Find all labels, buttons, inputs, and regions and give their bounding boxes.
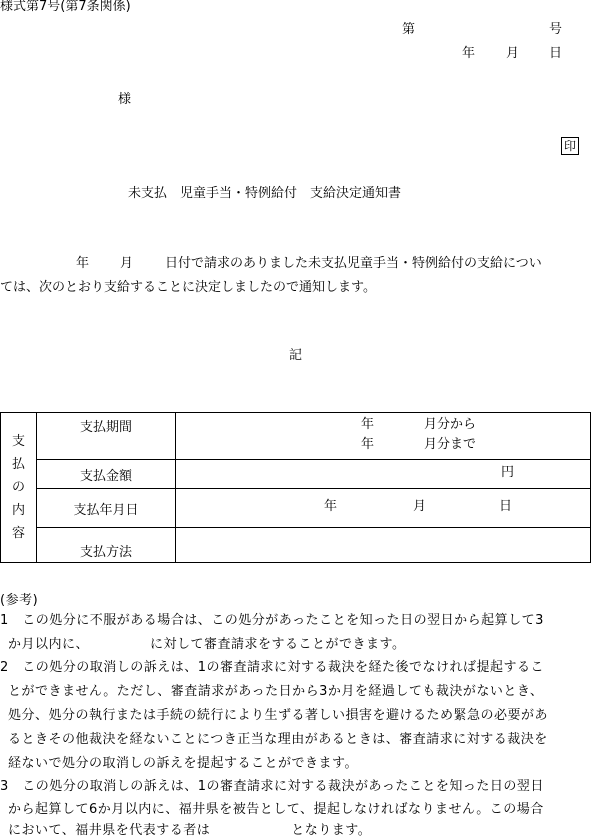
seal-mark: 印 <box>561 137 579 155</box>
payment-period-label: 支払期間 <box>37 413 176 460</box>
side-label-char: 支 <box>11 434 25 449</box>
side-label-char: 払 <box>11 457 25 472</box>
payment-period-cell <box>176 413 591 460</box>
payment-date-month: 月 <box>413 499 427 514</box>
issue-date-year: 年 <box>462 46 476 61</box>
note-line: から起算して6か月以内に、福井県を被告として、提起しなければなりません。この場合 <box>8 802 544 817</box>
body-year: 年 <box>76 256 90 271</box>
side-label-char: 容 <box>11 526 25 541</box>
note-line: 1 この処分に不服がある場合は、この処分があったことを知った日の翌日から起算して3 <box>0 613 544 628</box>
payment-date-year: 年 <box>324 499 338 514</box>
form-number: 様式第7号(第7条関係) <box>0 0 131 14</box>
payment-date-cell <box>176 489 591 528</box>
note-line: 2 この処分の取消しの訴えは、1の審査請求に対する裁決を経た後でなければ提起するこ <box>0 660 545 675</box>
payment-details-table <box>0 412 591 563</box>
payment-method-cell <box>176 528 591 563</box>
payment-method-label: 支払方法 <box>37 528 176 563</box>
side-label-char: の <box>11 480 25 495</box>
body-line-1: 日付で請求のありました未支払児童手当・特例給付の支給につい <box>165 256 542 271</box>
ki-heading: 記 <box>289 348 303 363</box>
side-label-char: 内 <box>11 503 25 518</box>
document-number-prefix: 第 <box>402 22 416 37</box>
addressee-suffix: 様 <box>118 92 132 107</box>
note-line: 3 この処分の取消しの訴えは、1の審査請求に対する裁決があったことを知った日の翌日 <box>0 779 544 794</box>
payment-contents-label <box>1 413 37 563</box>
issue-date-day: 日 <box>549 46 563 61</box>
payment-date-label: 支払年月日 <box>37 489 176 528</box>
note-line: か月以内に、 に対して審査請求をすることができます。 <box>8 637 406 652</box>
note-line: とができません。ただし、審査請求があった日から3か月を経過しても裁決がないとき、 <box>8 684 544 699</box>
period-from-year: 年 <box>361 417 375 432</box>
document-number-suffix: 号 <box>549 22 563 37</box>
period-to-suffix: 月分まで <box>424 437 477 452</box>
note-line: 処分、処分の執行または手続の続行により生ずる著しい損害を避けるため緊急の必要があ <box>8 708 549 723</box>
payment-date-day: 日 <box>499 499 513 514</box>
note-line: るときその他裁決を経ないことにつき正当な理由があるときは、審査請求に対する裁決を <box>8 732 548 747</box>
period-to-year: 年 <box>361 437 375 452</box>
body-line-2: ては、次のとおり支給することに決定しましたので通知します。 <box>0 280 376 295</box>
document-title: 未支払 児童手当・特例給付 支給決定通知書 <box>128 186 402 201</box>
payment-amount-label: 支払金額 <box>37 460 176 489</box>
amount-unit: 円 <box>501 465 515 480</box>
notes-heading: (参考) <box>0 593 39 608</box>
payment-amount-cell <box>176 460 591 489</box>
issue-date-month: 月 <box>506 46 520 61</box>
period-from-suffix: 月分から <box>424 417 477 432</box>
note-line: において、福井県を代表する者は となります。 <box>8 823 372 838</box>
note-line: 経ないで処分の取消しの訴えを提起することができます。 <box>8 756 358 771</box>
body-month: 月 <box>120 256 134 271</box>
